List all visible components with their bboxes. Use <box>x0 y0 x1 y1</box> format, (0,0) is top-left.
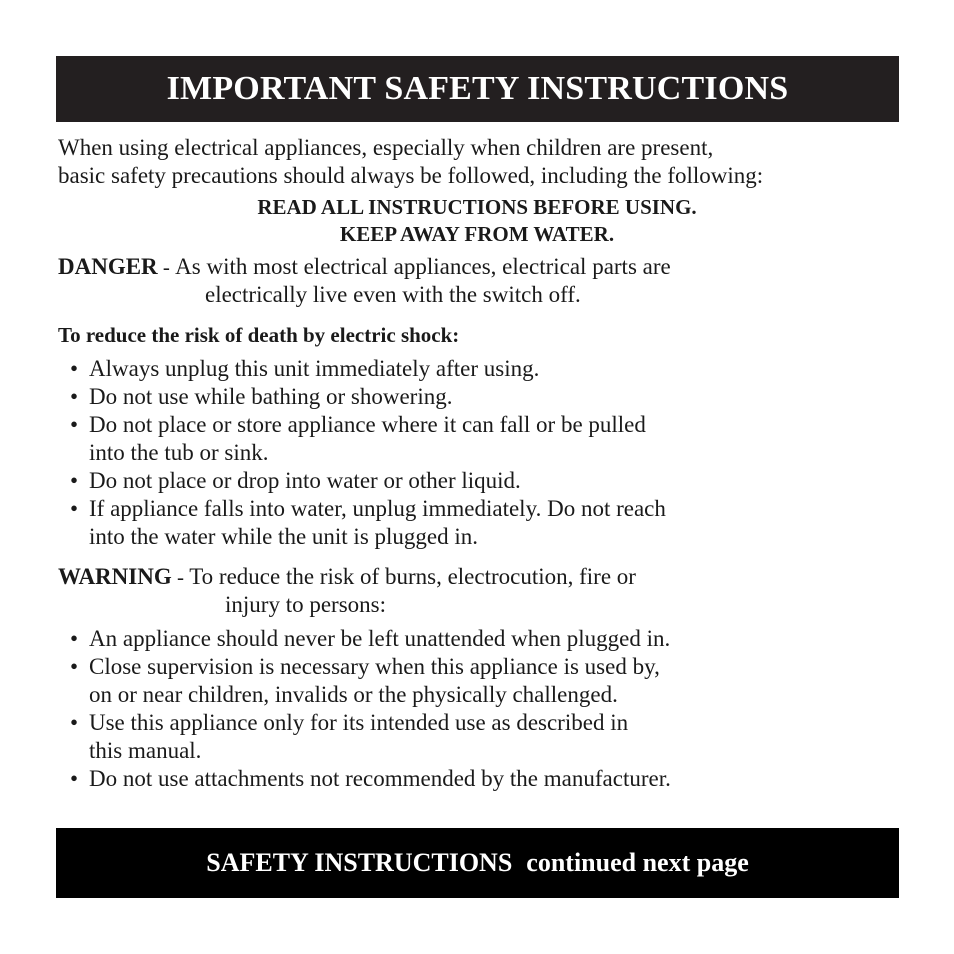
bullet-icon: • <box>70 356 79 381</box>
notice-block <box>58 194 896 248</box>
bullet-icon: • <box>70 496 79 521</box>
list-item: • Do not use while bathing or showering. <box>70 384 453 409</box>
danger-text-line-2: electrically live even with the switch off. <box>205 282 581 307</box>
list-item: • An appliance should never be left unattended when plugged in. <box>70 626 671 651</box>
danger-text-line-1: As with most electrical appliances, electrical parts are <box>175 254 671 279</box>
footer-bar <box>56 828 899 898</box>
intro-line-1: When using electrical appliances, especially when children are present, <box>58 135 714 160</box>
footer-sub: continued next page <box>526 848 749 877</box>
page-title: IMPORTANT SAFETY INSTRUCTIONS <box>166 70 789 107</box>
danger-separator: - <box>157 255 176 279</box>
list-item: • Do not use attachments not recommended by the manufacturer. <box>70 766 671 791</box>
warning-text-line-2: injury to persons: <box>225 592 386 617</box>
document-body <box>58 134 898 793</box>
intro-line-2: basic safety precautions should always be followed, including the following: <box>58 163 764 188</box>
header-bar <box>56 56 899 122</box>
bullet-icon: • <box>70 766 79 791</box>
list-item: • Always unplug this unit immediately after using. <box>70 356 540 381</box>
warning-label: WARNING <box>58 564 172 589</box>
shock-heading: To reduce the risk of death by electric shock: <box>58 323 460 347</box>
warning-separator: - <box>171 565 190 589</box>
bullet-icon: • <box>70 412 79 437</box>
bullet-icon: • <box>70 384 79 409</box>
bullet-icon: • <box>70 710 79 735</box>
bullet-icon: • <box>70 468 79 493</box>
bullet-icon: • <box>70 654 79 679</box>
danger-label: DANGER <box>58 254 158 279</box>
list-item: • Do not place or drop into water or other liquid. <box>70 468 521 493</box>
warning-text-line-1: To reduce the risk of burns, electrocution, fire or <box>189 564 636 589</box>
footer-main: SAFETY INSTRUCTIONS <box>206 848 513 877</box>
notice-read-all: READ ALL INSTRUCTIONS BEFORE USING. <box>257 195 697 219</box>
notice-keep-away: KEEP AWAY FROM WATER. <box>339 222 615 246</box>
shock-list <box>58 355 898 551</box>
list-item: • Do not place or store appliance where it can fall or be pulled into the tub or sink. <box>70 412 646 465</box>
danger-paragraph <box>58 253 898 309</box>
footer-note <box>206 848 749 878</box>
warning-list <box>58 625 898 793</box>
list-item: • Close supervision is necessary when this appliance is used by, on or near children, invalids or the physically challenged. <box>70 654 660 707</box>
list-item: • If appliance falls into water, unplug immediately. Do not reach into the water while the unit is plugged in. <box>70 496 666 549</box>
list-item: • Use this appliance only for its intended use as described in this manual. <box>70 710 629 763</box>
warning-paragraph <box>58 563 898 619</box>
bullet-icon: • <box>70 626 79 651</box>
